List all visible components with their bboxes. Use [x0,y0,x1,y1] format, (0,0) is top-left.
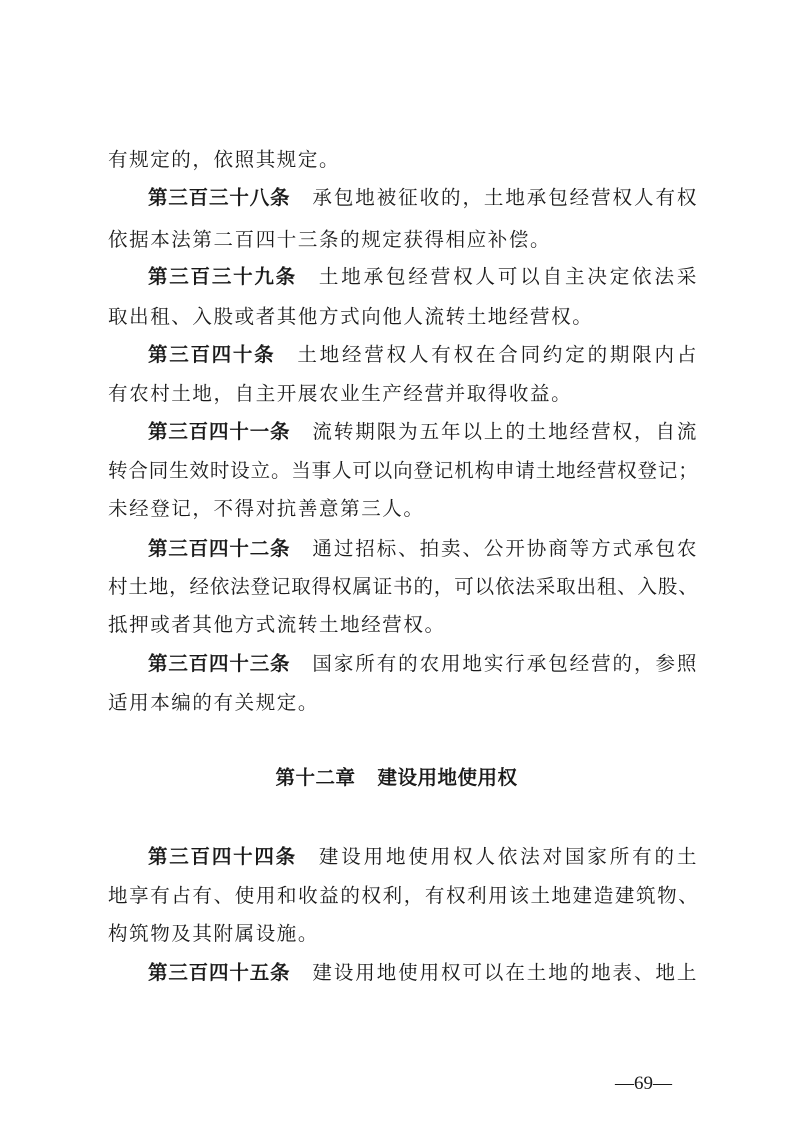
article-text: 承包地被征收的，土地承包经营权人有权 [312,186,698,209]
article-text: 建设用地使用权可以在土地的地表、地上 [312,961,698,984]
article-339-line-2: 取出租、入股或者其他方式向他人流转土地经营权。 [108,305,594,328]
article-text: 建设用地使用权人依法对国家所有的土 [318,845,698,868]
article-number: 第三百三十九条 [148,265,297,288]
article-338-line-2: 依据本法第二百四十三条的规定获得相应补偿。 [108,228,552,251]
article-text: 国家所有的农用地实行承包经营的，参照 [312,652,698,675]
article-341-line-3: 未经登记，不得对抗善意第三人。 [108,497,425,520]
article-338 [148,186,698,210]
article-text: 流转期限为五年以上的土地经营权，自流 [312,420,698,443]
article-number: 第三百四十五条 [148,961,291,984]
article-341 [148,420,698,444]
article-number: 第三百四十三条 [148,652,291,675]
article-number: 第三百四十一条 [148,420,291,443]
article-text: 土地承包经营权人可以自主决定依法采 [318,265,698,288]
article-343 [148,652,698,676]
chapter-number: 第十二章 [275,766,356,789]
article-345 [148,961,698,985]
article-340-line-2: 有农村土地，自主开展农业生产经营并取得收益。 [108,382,573,405]
article-344 [148,845,698,869]
continuation-text: 有规定的，依照其规定。 [108,148,341,171]
page-number: —69— [615,1073,672,1094]
article-number: 第三百四十二条 [148,537,291,560]
article-342 [148,537,698,561]
article-340 [148,343,698,367]
article-344-line-2: 地享有占有、使用和收益的权利，有权利用该土地建造建筑物、 [108,884,698,907]
article-number: 第三百三十八条 [148,186,291,209]
article-339 [148,265,698,289]
article-text: 土地经营权人有权在合同约定的期限内占 [297,343,698,366]
article-342-line-2: 村土地，经依法登记取得权属证书的，可以依法采取出租、入股、 [108,575,698,598]
article-number: 第三百四十四条 [148,845,297,868]
article-341-line-2: 转合同生效时设立。当事人可以向登记机构申请土地经营权登记； [108,459,698,482]
article-342-line-3: 抵押或者其他方式流转土地经营权。 [108,613,446,636]
article-344-line-3: 构筑物及其附属设施。 [108,922,320,945]
chapter-heading [0,766,793,790]
article-343-line-2: 适用本编的有关规定。 [108,691,320,714]
chapter-title: 建设用地使用权 [377,766,518,789]
article-text: 通过招标、拍卖、公开协商等方式承包农 [312,537,698,560]
article-number: 第三百四十条 [148,343,276,366]
